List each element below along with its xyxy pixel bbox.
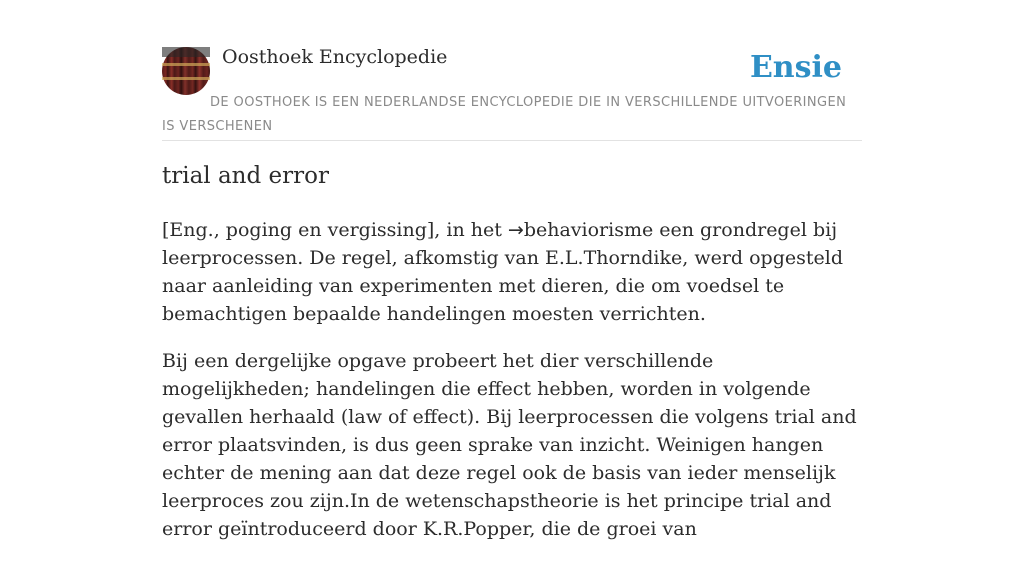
- behaviorisme-link[interactable]: behaviorisme: [523, 219, 654, 241]
- page-container: [162, 0, 862, 540]
- arrow-right-icon: →: [507, 219, 524, 241]
- paragraph-1-rest: een grondregel bij leerprocessen. De regel, afkomstig van E.L.Thorndike, werd opgesteld naar aanleiding van experimenten met dieren, die om voedsel te bemachtigen bepaalde handelingen moesten verrichten.: [162, 219, 843, 325]
- article-paragraph-1: [162, 216, 862, 328]
- site-header: [162, 0, 862, 141]
- site-tagline: DE OOSTHOEK IS EEN NEDERLANDSE ENCYCLOPEDIE DIE IN VERSCHILLENDE UITVOERINGEN IS VERSCHENEN: [162, 95, 847, 134]
- article-title: trial and error: [162, 163, 329, 189]
- book-spines-icon[interactable]: [162, 47, 210, 95]
- article-paragraph-2: Bij een dergelijke opgave probeert het dier verschillende mogelijkheden; handelingen die effect hebben, worden in volgende gevallen herhaald (law of effect). Bij leerprocessen die volgens trial and error plaatsvinden, is dus geen sprake van inzicht. Weinigen hangen echter de mening aan dat deze regel ook de basis van ieder menselijk leerproces zou zijn.In de wetenschapstheorie is het principe trial and error geïntroduceerd door K.R.Popper, die de groei van: [162, 350, 857, 540]
- paragraph-1-intro: [Eng., poging en vergissing], in het: [162, 219, 508, 241]
- article-body: [162, 216, 862, 562]
- site-title[interactable]: Oosthoek Encyclopedie: [222, 46, 448, 68]
- ensie-logo-link[interactable]: Ensie: [749, 50, 842, 85]
